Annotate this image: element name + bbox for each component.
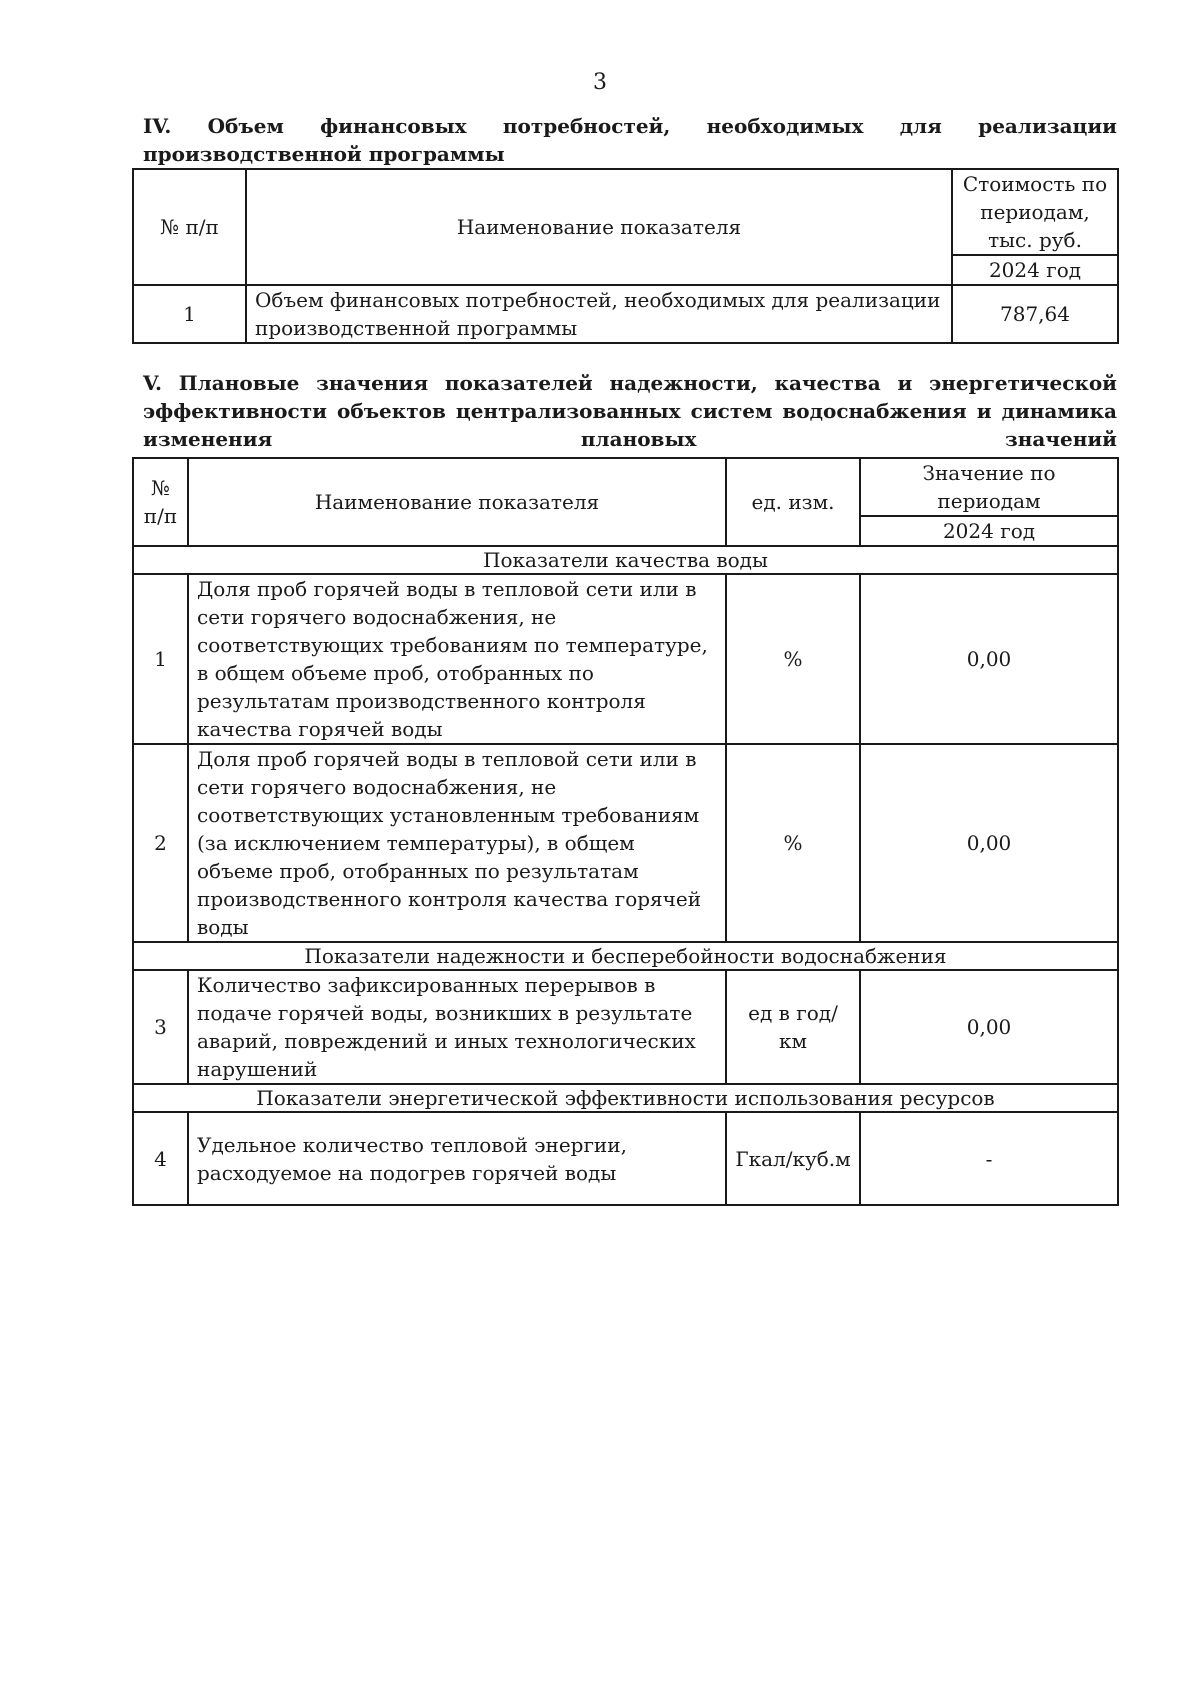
row-value: 0,00 <box>860 574 1118 744</box>
section-v-title: V. Плановые значения показателей надежности, качества и энергетической эффективности объектов централизованных систем водоснабжения и динамика изменения плановых значений <box>143 371 1117 451</box>
row-value: - <box>860 1112 1118 1205</box>
header-name: Наименование показателя <box>188 458 726 546</box>
row-num: 1 <box>133 574 188 744</box>
row-name: Доля проб горячей воды в тепловой сети или в сети горячего водоснабжения, не соответствующих установленным требованиям (за исключением температуры), в общем объеме проб, отобранных по результатам производственного контроля качества горячей воды <box>188 744 726 942</box>
row-num: 3 <box>133 970 188 1084</box>
header-cost: Стоимость по периодам, тыс. руб. <box>952 169 1118 255</box>
indicators-table <box>132 457 1119 1206</box>
header-num: № п/п <box>133 458 188 546</box>
row-unit: Гкал/куб.м <box>726 1112 860 1205</box>
row-value: 0,00 <box>860 970 1118 1084</box>
row-name: Удельное количество тепловой энергии, расходуемое на подогрев горячей воды <box>188 1112 726 1205</box>
page-number: 3 <box>593 70 607 95</box>
row-value: 0,00 <box>860 744 1118 942</box>
row-unit: % <box>726 744 860 942</box>
financial-needs-table <box>132 168 1119 344</box>
row-num: 2 <box>133 744 188 942</box>
table-row <box>133 970 1118 1084</box>
row-name: Доля проб горячей воды в тепловой сети или в сети горячего водоснабжения, не соответствующих требованиям по температуре, в общем объеме проб, отобранных по результатам производственного контроля качества горячей воды <box>188 574 726 744</box>
table-row <box>133 744 1118 942</box>
header-year: 2024 год <box>860 516 1118 546</box>
header-value: Значение по периодам <box>860 458 1118 516</box>
table-row <box>133 285 1118 343</box>
row-unit: ед в год/ км <box>726 970 860 1084</box>
row-name: Количество зафиксированных перерывов в подаче горячей воды, возникших в результате аварий, повреждений и иных технологических нарушений <box>188 970 726 1084</box>
header-num: № п/п <box>133 169 246 285</box>
table-row <box>133 574 1118 744</box>
table-row <box>133 1112 1118 1205</box>
header-unit: ед. изм. <box>726 458 860 546</box>
row-name: Объем финансовых потребностей, необходимых для реализации производственной программы <box>246 285 952 343</box>
row-unit: % <box>726 574 860 744</box>
header-year: 2024 год <box>952 255 1118 285</box>
row-num: 1 <box>133 285 246 343</box>
group-title-energy: Показатели энергетической эффективности использования ресурсов <box>133 1084 1118 1112</box>
row-num: 4 <box>133 1112 188 1205</box>
group-title-quality: Показатели качества воды <box>133 546 1118 574</box>
section-iv-title: IV. Объем финансовых потребностей, необходимых для реализации производственной программы <box>143 114 1117 166</box>
row-value: 787,64 <box>952 285 1118 343</box>
group-title-reliability: Показатели надежности и бесперебойности водоснабжения <box>133 942 1118 970</box>
header-name: Наименование показателя <box>246 169 952 285</box>
